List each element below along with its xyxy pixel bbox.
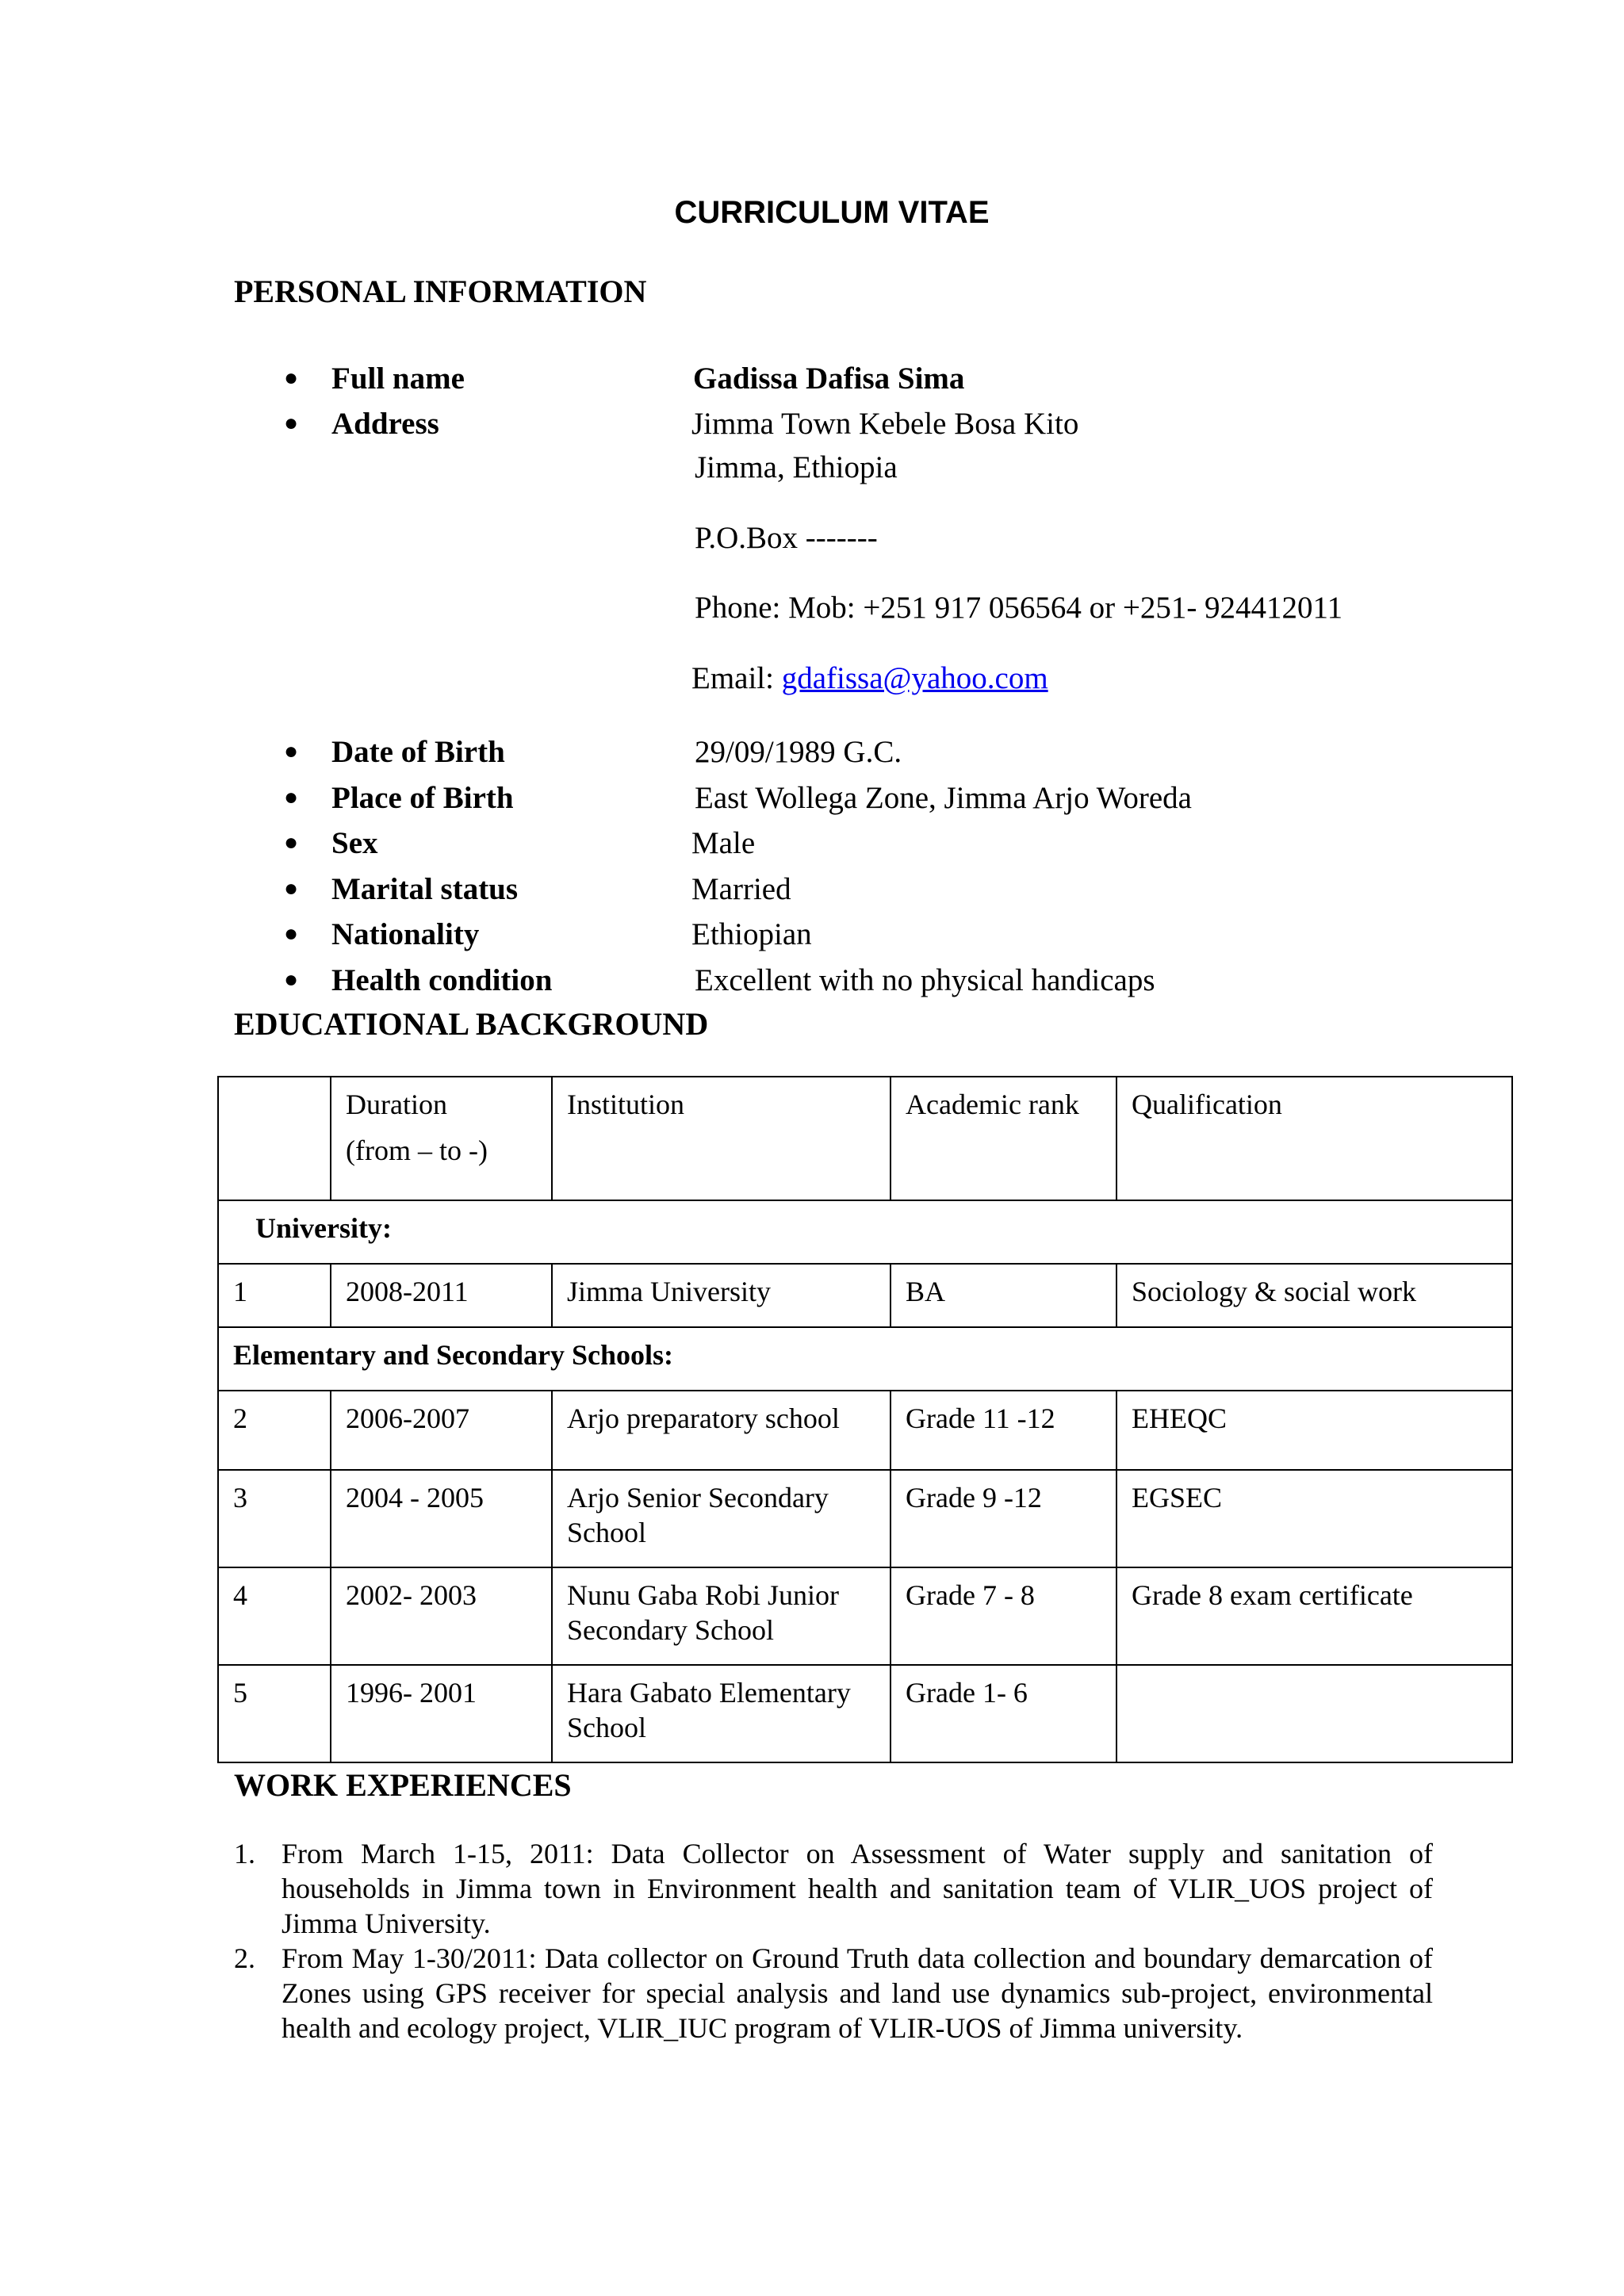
marital-label: Marital status	[331, 872, 519, 906]
email-line	[691, 660, 1048, 696]
address-line1: Jimma Town Kebele Bosa Kito	[691, 407, 1079, 441]
row-duration: 1996- 2001	[331, 1665, 552, 1762]
personal-info-heading: PERSONAL INFORMATION	[234, 274, 647, 309]
row-duration: 2002- 2003	[331, 1567, 552, 1665]
table-row	[218, 1470, 1512, 1567]
sex-label: Sex	[331, 826, 378, 860]
email-label: Email:	[691, 661, 782, 695]
health-value: Excellent with no physical handicaps	[695, 963, 1155, 997]
phone-value: Phone: Mob: +251 917 056564 or +251- 924412011	[695, 591, 1343, 625]
row-qualification: EHEQC	[1116, 1391, 1512, 1470]
header-qualification: Qualification	[1116, 1077, 1512, 1200]
row-institution: Nunu Gaba Robi Junior Secondary School	[552, 1567, 891, 1665]
nationality-label: Nationality	[331, 917, 480, 951]
row-qualification: Sociology & social work	[1116, 1264, 1512, 1327]
table-header-row	[218, 1077, 1512, 1200]
bullet-icon: ●	[284, 920, 299, 947]
row-duration: 2006-2007	[331, 1391, 552, 1470]
bullet-icon: ●	[284, 875, 299, 901]
email-link[interactable]: gdafissa@yahoo.com	[781, 661, 1048, 695]
table-group-row	[218, 1200, 1512, 1264]
bullet-icon: ●	[284, 365, 299, 391]
row-no: 3	[218, 1470, 331, 1567]
row-duration: 2004 - 2005	[331, 1470, 552, 1567]
list-item	[234, 1941, 1433, 2045]
table-group-row	[218, 1327, 1512, 1391]
full-name-label: Full name	[331, 362, 465, 396]
document-title: CURRICULUM VITAE	[674, 195, 990, 230]
dob-value: 29/09/1989 G.C.	[695, 735, 902, 769]
address-label: Address	[331, 407, 439, 441]
education-table	[217, 1076, 1513, 1763]
row-institution: Arjo preparatory school	[552, 1391, 891, 1470]
marital-value: Married	[691, 872, 791, 906]
table-row	[218, 1665, 1512, 1762]
bullet-icon: ●	[284, 829, 299, 855]
row-no: 4	[218, 1567, 331, 1665]
health-label: Health condition	[331, 963, 553, 997]
row-rank: Grade 11 -12	[891, 1391, 1116, 1470]
work-item-number: 2.	[234, 1942, 255, 1974]
row-no: 2	[218, 1391, 331, 1470]
table-row	[218, 1391, 1512, 1470]
row-rank: Grade 7 - 8	[891, 1567, 1116, 1665]
bullet-icon: ●	[284, 410, 299, 436]
row-qualification: Grade 8 exam certificate	[1116, 1567, 1512, 1665]
work-item-number: 1.	[234, 1838, 255, 1869]
row-qualification	[1116, 1665, 1512, 1762]
table-row	[218, 1567, 1512, 1665]
schools-group-label: Elementary and Secondary Schools:	[218, 1327, 1512, 1391]
header-institution: Institution	[552, 1077, 891, 1200]
work-item-text: From March 1-15, 2011: Data Collector on Assessment of Water supply and sanitation of households in Jimma town in Environment health and sanitation team of VLIR_UOS project of Jimma University.	[282, 1838, 1433, 1939]
row-rank: Grade 1- 6	[891, 1665, 1116, 1762]
header-rank: Academic rank	[891, 1077, 1116, 1200]
row-qualification: EGSEC	[1116, 1470, 1512, 1567]
dob-label: Date of Birth	[331, 735, 505, 769]
address-line2: Jimma, Ethiopia	[695, 450, 898, 484]
row-institution: Hara Gabato Elementary School	[552, 1665, 891, 1762]
pob-value: East Wollega Zone, Jimma Arjo Woreda	[695, 781, 1192, 815]
university-group-label: University:	[218, 1200, 1512, 1264]
pob-label: Place of Birth	[331, 781, 514, 815]
full-name-value: Gadissa Dafisa Sima	[693, 362, 965, 396]
education-heading: EDUCATIONAL BACKGROUND	[234, 1006, 709, 1042]
sex-value: Male	[691, 826, 756, 860]
row-duration: 2008-2011	[331, 1264, 552, 1327]
header-duration: Duration	[346, 1089, 447, 1120]
row-rank: BA	[891, 1264, 1116, 1327]
bullet-icon: ●	[284, 966, 299, 993]
header-cell-no	[218, 1077, 331, 1200]
pobox-value: P.O.Box -------	[695, 521, 878, 555]
work-heading: WORK EXPERIENCES	[234, 1767, 572, 1803]
bullet-icon: ●	[284, 784, 299, 810]
header-cell-duration	[331, 1077, 552, 1200]
nationality-value: Ethiopian	[691, 917, 812, 951]
row-institution: Arjo Senior Secondary School	[552, 1470, 891, 1567]
list-item	[234, 1836, 1433, 1941]
row-rank: Grade 9 -12	[891, 1470, 1116, 1567]
row-no: 1	[218, 1264, 331, 1327]
row-institution: Jimma University	[552, 1264, 891, 1327]
header-duration-sub: (from – to -)	[346, 1135, 488, 1166]
work-item-text: From May 1-30/2011: Data collector on Ground Truth data collection and boundary demarcation of Zones using GPS receiver for special analysis and land use dynamics sub-project, environmental health and ecology project, VLIR_IUC program of VLIR-UOS of Jimma university.	[282, 1942, 1433, 2044]
table-row	[218, 1264, 1512, 1327]
row-no: 5	[218, 1665, 331, 1762]
bullet-icon: ●	[284, 738, 299, 764]
